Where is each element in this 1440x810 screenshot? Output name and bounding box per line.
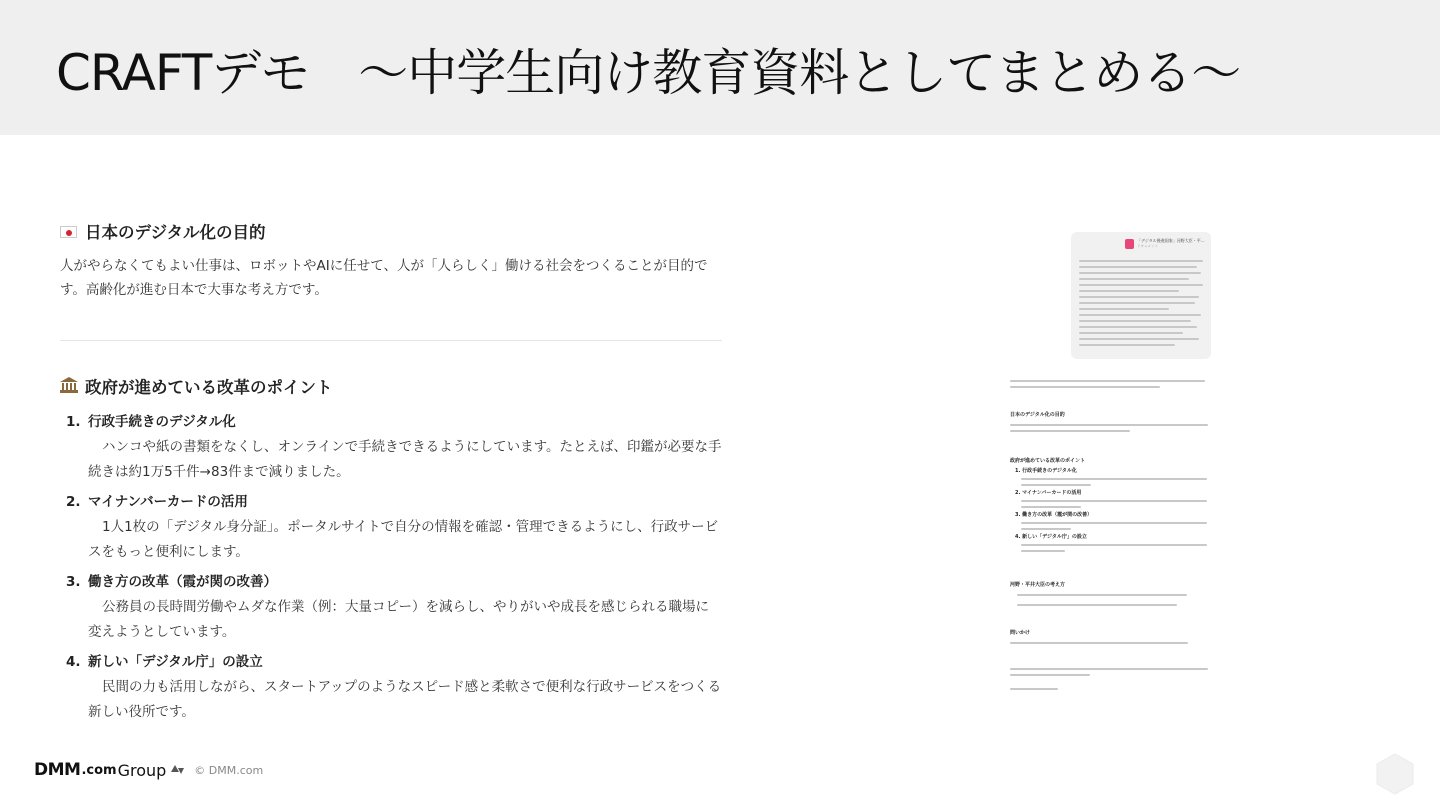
government-building-icon [60, 377, 80, 399]
document-content [60, 222, 722, 731]
hexagon-icon [1375, 752, 1415, 796]
copyright: © DMM.com [194, 763, 264, 777]
list-item-body: 1人1枚の「デジタル身分証」。ポータルサイトで自分の情報を確認・管理できるようにし、行政サービスをもっと便利にします。 [88, 519, 719, 560]
dmm-logo: DMM [34, 760, 81, 780]
list-item [60, 491, 722, 565]
thumb-heading: 河野・平井大臣の考え方 [1010, 582, 1066, 588]
thumb-item: 2. マイナンバーカードの活用 [1015, 490, 1082, 496]
thumb-item: 3. 働き方の改革（霞が関の改善） [1015, 512, 1093, 518]
list-item-body: 民間の力も活用しながら、スタートアップのようなスピード感と柔軟さで便利な行政サービスをつくる新しい役所です。 [88, 679, 722, 720]
section-heading-text: 日本のデジタル化の目的 [85, 223, 266, 242]
slide-title: CRAFTデモ ～中学生向け教育資料としてまとめる～ [56, 44, 1241, 102]
triangle-logo-icon [171, 764, 185, 776]
thumb-heading: 問いかけ [1010, 630, 1031, 636]
file-type: ドキュメント [1137, 244, 1158, 248]
document-icon [1125, 239, 1134, 249]
list-number: 4. [66, 654, 81, 670]
file-attachment-chip[interactable] [1125, 238, 1205, 249]
section-heading-reforms [60, 377, 722, 399]
list-item-title: 行政手続きのデジタル化 [88, 414, 236, 430]
thumb-item: 1. 行政手続きのデジタル化 [1015, 468, 1077, 474]
user-prompt-bubble [1071, 232, 1211, 359]
thumb-heading: 政府が進めている改革のポイント [1010, 458, 1086, 464]
section-paragraph: 人がやらなくてもよい仕事は、ロボットやAIに任せて、人が「人らしく」働ける社会をつくることが目的です。高齢化が進む日本で大事な考え方です。 [60, 258, 708, 298]
list-item [60, 651, 722, 725]
list-item-body: 公務員の長時間労働やムダな作業（例：大量コピー）を減らし、やりがいや成長を感じられる職場に変えようとしています。 [88, 599, 709, 640]
list-number: 1. [66, 414, 81, 430]
dmm-logo-com: .com [81, 762, 117, 778]
list-item [60, 571, 722, 645]
footer [34, 760, 263, 780]
slide-header [0, 0, 1440, 135]
file-name: 「デジタル後進国家」河野大臣・平… [1137, 238, 1205, 243]
japan-flag-icon [60, 222, 80, 244]
list-item-title: 新しい「デジタル庁」の設立 [88, 654, 263, 670]
thumb-heading: 日本のデジタル化の目的 [1010, 412, 1065, 418]
list-number: 2. [66, 494, 81, 510]
list-item-title: 働き方の改革（霞が関の改善） [88, 574, 277, 590]
thumb-item: 4. 新しい「デジタル庁」の設立 [1015, 534, 1087, 540]
list-item-title: マイナンバーカードの活用 [88, 494, 248, 510]
list-item [60, 411, 722, 485]
section-heading-purpose [60, 222, 722, 244]
list-number: 3. [66, 574, 81, 590]
list-item-body: ハンコや紙の書類をなくし、オンラインで手続きできるようにしています。たとえば、印鑑が必要な手続きは約1万5千件→83件まで減りました。 [88, 439, 722, 480]
section-heading-text: 政府が進めている改革のポイント [85, 378, 333, 397]
divider [60, 340, 722, 341]
dmm-logo-group: Group [117, 760, 167, 780]
reform-list [60, 411, 722, 725]
chat-thumbnail [1005, 232, 1210, 702]
